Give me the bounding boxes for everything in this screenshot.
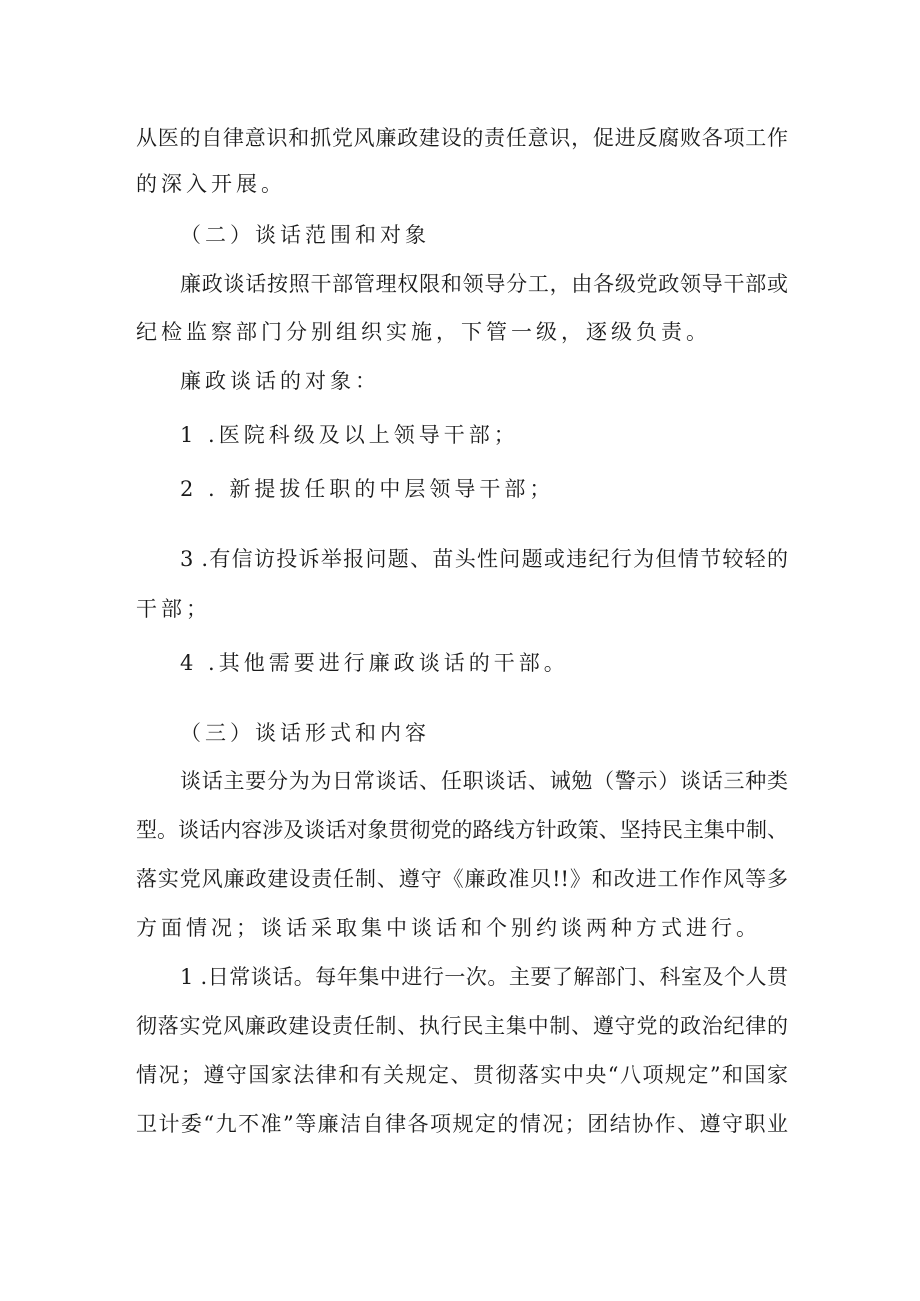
- paragraph-line: 方面情况；谈话采取集中谈话和个别约谈两种方式进行。: [136, 916, 761, 940]
- paragraph-line: 落实党风廉政建设责任制、遵守《廉政准贝!!》和改进工作作风等多: [136, 867, 788, 891]
- paragraph-line: 廉政谈话按照干部管理权限和领导分工，由各级党政领导干部或: [180, 272, 788, 296]
- list-item: 2 . 新提拔任职的中层领导干部；: [180, 477, 555, 501]
- list-item-continuation: 干部；: [136, 597, 211, 621]
- list-item: 1 .日常谈话。每年集中进行一次。主要了解部门、科室及个人贯: [180, 965, 788, 989]
- list-item: 1 .医院科级及以上领导干部；: [180, 423, 519, 447]
- paragraph-line: 从医的自律意识和抓党风廉政建设的责任意识，促进反腐败各项工作: [136, 126, 788, 150]
- section-heading: （三）谈话形式和内容: [180, 721, 430, 745]
- paragraph-line: 卫计委“九不准”等廉洁自律各项规定的情况；团结协作、遵守职业: [136, 1112, 788, 1136]
- list-item: 4 .其他需要进行廉政谈话的干部。: [180, 651, 569, 675]
- paragraph-line: 纪检监察部门分别组织实施，下管一级，逐级负责。: [136, 320, 711, 344]
- paragraph-line: 情况；遵守国家法律和有关规定、贯彻落实中央“八项规定”和国家: [136, 1063, 788, 1087]
- section-heading: （二）谈话范围和对象: [180, 223, 430, 247]
- list-item: 3 .有信访投诉举报问题、苗头性问题或违纪行为但情节较轻的: [180, 547, 788, 571]
- paragraph-line: 型。谈话内容涉及谈话对象贯彻党的路线方针政策、坚持民主集中制、: [136, 818, 788, 842]
- paragraph-line: 廉政谈话的对象：: [180, 369, 380, 393]
- paragraph-line: 彻落实党风廉政建设责任制、执行民主集中制、遵守党的政治纪律的: [136, 1014, 788, 1038]
- paragraph-line: 的深入开展。: [136, 172, 286, 196]
- paragraph-line: 谈话主要分为为日常谈话、任职谈话、诫勉（警示）谈话三种类: [180, 769, 788, 793]
